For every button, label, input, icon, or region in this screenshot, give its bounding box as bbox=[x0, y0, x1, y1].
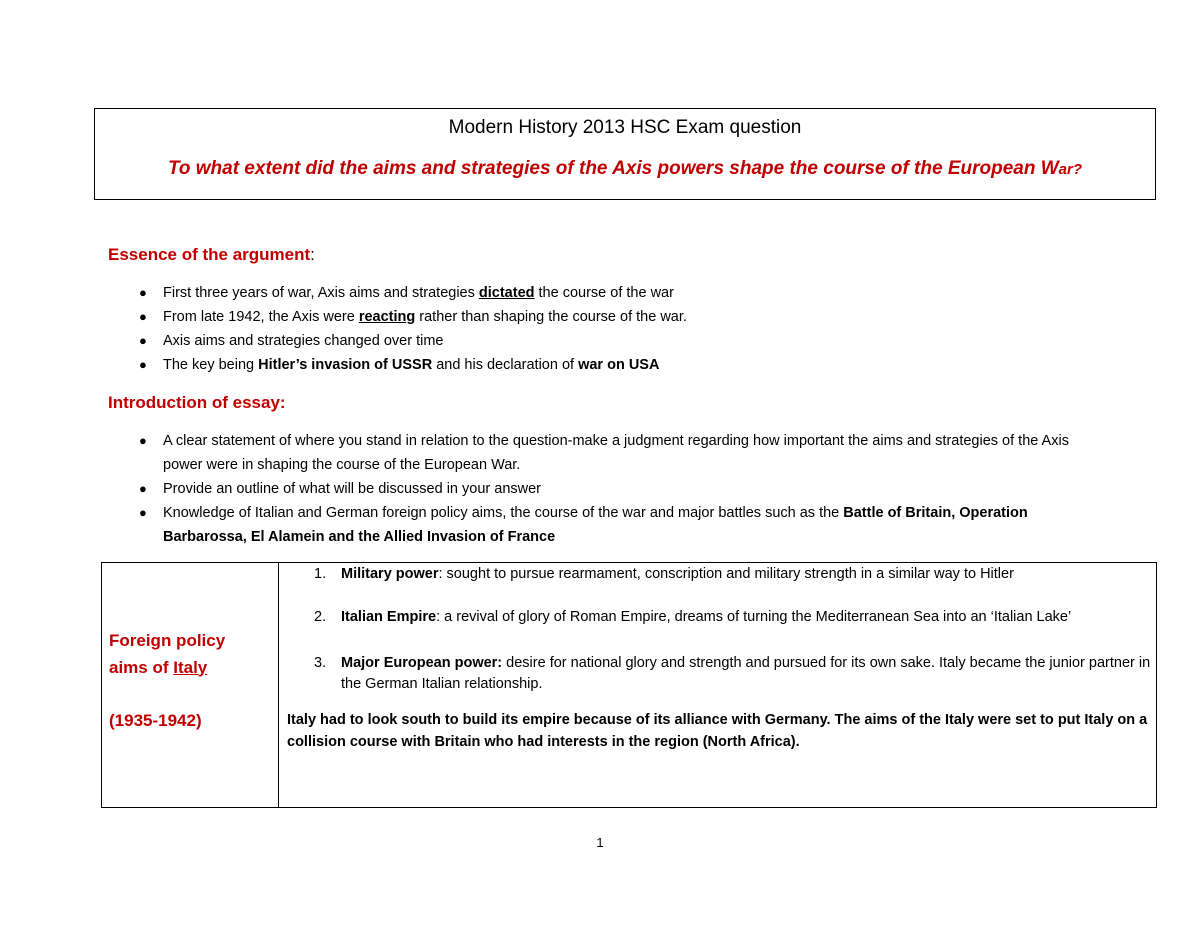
page-number: 1 bbox=[596, 835, 604, 850]
italy-summary: Italy had to look south to build its empire because of its alliance with Germany. The aims of the Italy were set to put Italy on a collision course with Britain who had interests in the region (North Africa). bbox=[287, 712, 1148, 750]
introduction-heading: Introduction of essay: bbox=[108, 393, 286, 412]
bullet-icon: ● bbox=[139, 433, 147, 448]
bullet-icon: ● bbox=[139, 309, 147, 324]
bullet-icon: ● bbox=[139, 357, 147, 372]
aims-list bbox=[279, 564, 1156, 695]
essence-heading: Essence of the argument: bbox=[108, 245, 315, 264]
list-item: ● A clear statement of where you stand in relation to the question-make a judgment regarding how important the aims and strategies of the Axis power were in shaping the course of the European War. bbox=[108, 429, 1108, 477]
bullet-icon: ● bbox=[139, 481, 147, 496]
list-item: ● Knowledge of Italian and German foreign policy aims, the course of the war and major battles such as the Battle of Britain, Operation Barbarossa, El Alamein and the Allied Invasion of France bbox=[108, 501, 1108, 549]
list-item: 2. Italian Empire: a revival of glory of Roman Empire, dreams of turning the Mediterranean Sea into an ‘Italian Lake’ bbox=[314, 609, 1072, 625]
introduction-list bbox=[108, 429, 1108, 549]
exam-question-box bbox=[94, 108, 1156, 200]
document-title: Modern History 2013 HSC Exam question bbox=[448, 117, 802, 138]
bullet-icon: ● bbox=[139, 285, 147, 300]
list-item: ● Provide an outline of what will be discussed in your answer bbox=[108, 477, 1108, 501]
exam-question bbox=[95, 158, 1155, 180]
date-range: (1935-1942) bbox=[109, 710, 202, 730]
list-item: ● First three years of war, Axis aims and strategies dictated the course of the war bbox=[108, 281, 1108, 305]
list-item: 3. Major European power: desire for national glory and strength and pursued for its own sake. Italy became the junior partner in the German Italian relationship. bbox=[314, 655, 1151, 692]
table-label-cell bbox=[102, 563, 279, 808]
list-item: ● The key being Hitler’s invasion of USSR and his declaration of war on USA bbox=[108, 353, 1108, 377]
bullet-icon: ● bbox=[139, 505, 147, 520]
list-item: ● Axis aims and strategies changed over time bbox=[108, 329, 1108, 353]
table-content-cell bbox=[279, 563, 1157, 808]
bullet-icon: ● bbox=[139, 333, 147, 348]
list-item: ● From late 1942, the Axis were reacting rather than shaping the course of the war. bbox=[108, 305, 1108, 329]
italy-label: Foreign policy aims of Italy (1935-1942) bbox=[102, 627, 278, 734]
italy-aims-table bbox=[101, 562, 1157, 808]
question-tail: ar? bbox=[1058, 161, 1083, 178]
essence-list bbox=[108, 281, 1108, 377]
question-text: To what extent did the aims and strategies of the Axis powers shape the course of the European W bbox=[167, 158, 1059, 179]
list-item: 1. Military power: sought to pursue rearmament, conscription and military strength in a similar way to Hitler bbox=[314, 566, 1014, 582]
